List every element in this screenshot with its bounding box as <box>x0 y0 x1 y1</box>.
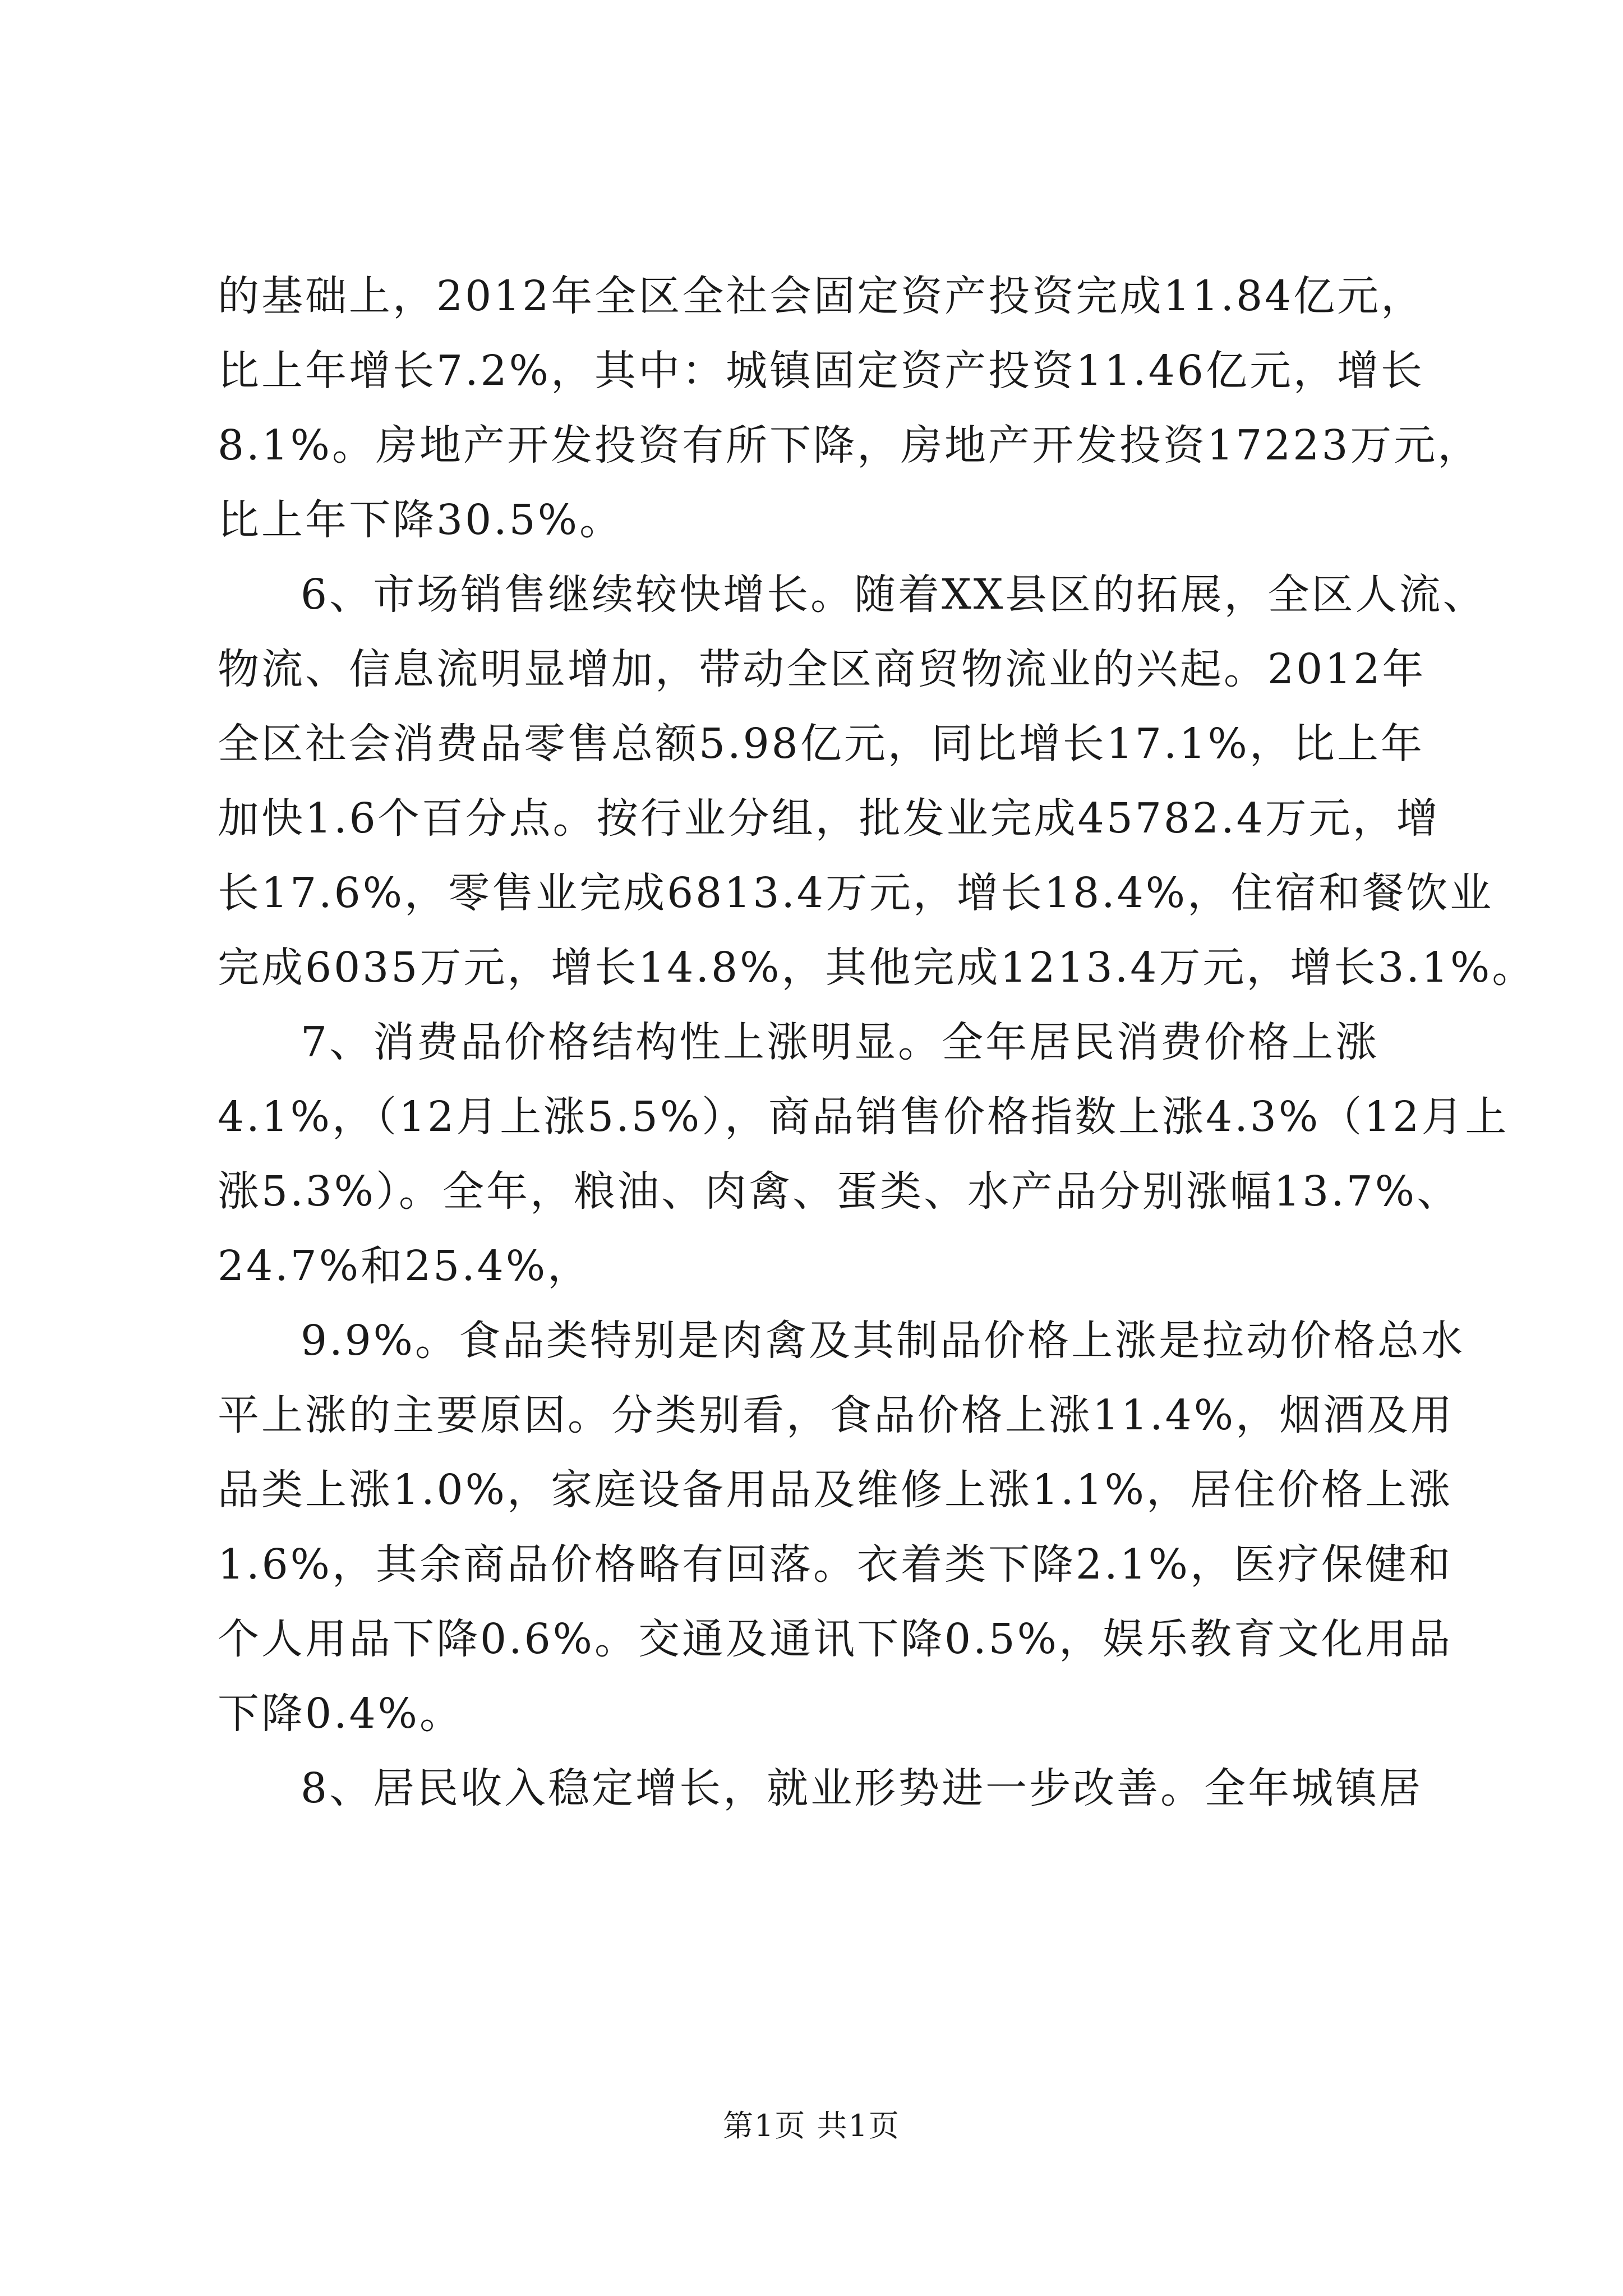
text-line: 加快1.6个百分点。按行业分组，批发业完成45782.4万元，增 <box>218 794 1440 843</box>
text-line: 完成6035万元，增长14.8%，其他完成1213.4万元，增长3.1%。 <box>218 944 1536 992</box>
text-line: 比上年下降30.5%。 <box>218 496 624 544</box>
text-line: 的基础上，2012年全区全社会固定资产投资完成11.84亿元， <box>218 272 1425 320</box>
text-line: 下降0.4%。 <box>218 1690 463 1738</box>
document-body <box>218 259 1536 1826</box>
text-line: 平上涨的主要原因。分类别看，食品价格上涨11.4%，烟酒及用 <box>218 1391 1455 1439</box>
text-line: 长17.6%，零售业完成6813.4万元，增长18.4%，住宿和餐饮业 <box>218 869 1494 917</box>
text-line: 8.1%。房地产开发投资有所下降，房地产开发投资17223万元， <box>218 421 1482 470</box>
text-line: 1.6%，其余商品价格略有回落。衣着类下降2.1%，医疗保健和 <box>218 1540 1453 1589</box>
text-line: 比上年增长7.2%，其中：城镇固定资产投资11.46亿元，增长 <box>218 347 1424 395</box>
paragraph-start-line: 6、市场销售继续较快增长。随着XX县区的拓展，全区人流、 <box>301 570 1487 619</box>
text-line: 全区社会消费品零售总额5.98亿元，同比增长17.1%，比上年 <box>218 720 1424 768</box>
text-line: 个人用品下降0.6%。交通及通讯下降0.5%，娱乐教育文化用品 <box>218 1615 1453 1663</box>
paragraph-start-line: 7、消费品价格结构性上涨明显。全年居民消费价格上涨 <box>301 1018 1380 1066</box>
text-line: 24.7%和25.4%， <box>218 1242 592 1290</box>
paragraph-start-line: 8、居民收入稳定增长，就业形势进一步改善。全年城镇居 <box>301 1764 1423 1812</box>
text-line: 品类上涨1.0%，家庭设备用品及维修上涨1.1%，居住价格上涨 <box>218 1466 1453 1514</box>
page-number-footer: 第1页 共1页 <box>723 2108 900 2143</box>
paragraph-start-line: 9.9%。食品类特别是肉禽及其制品价格上涨是拉动价格总水 <box>301 1317 1465 1365</box>
text-line: 物流、信息流明显增加，带动全区商贸物流业的兴起。2012年 <box>218 645 1426 693</box>
text-line: 涨5.3%）。全年，粮油、肉禽、蛋类、水产品分别涨幅13.7%、 <box>218 1167 1461 1216</box>
text-line: 4.1%，（12月上涨5.5%），商品销售价格指数上涨4.3%（12月上 <box>218 1093 1509 1141</box>
